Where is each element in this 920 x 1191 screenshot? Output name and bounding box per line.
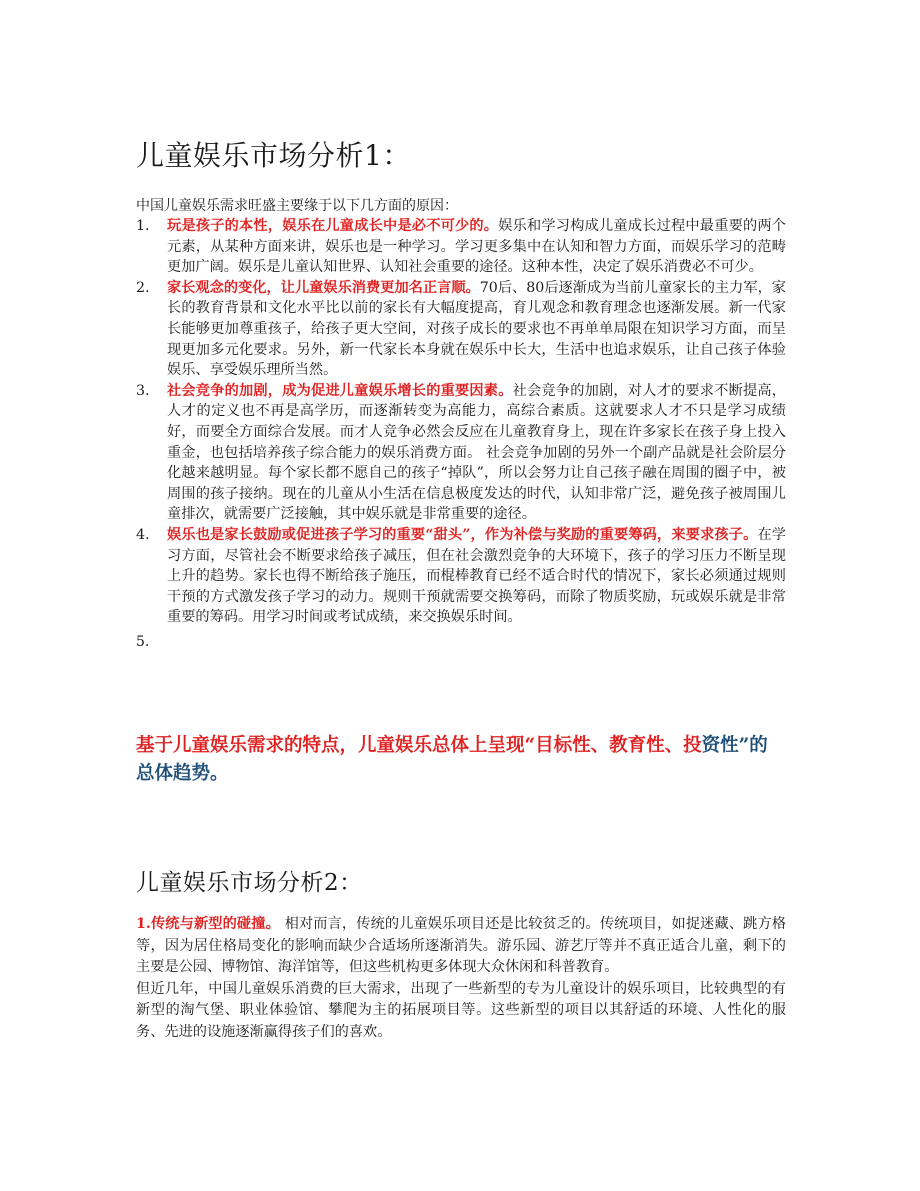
conclusion-blue-text: 资性”的总体趋势。	[136, 735, 768, 784]
list-item-highlight: 社会竞争的加剧，成为促进儿童娱乐增长的重要因素。	[167, 382, 513, 399]
paragraph-highlight: 1.传统与新型的碰撞。	[136, 916, 280, 932]
list-item-empty	[136, 632, 786, 652]
list-item-highlight: 家长观念的变化，让儿童娱乐消费更加名正言顺。	[167, 279, 480, 296]
list-item-number: 1.	[136, 218, 150, 234]
list-item-text: 社会竞争的加剧，对人才的要求不断提高，人才的定义也不再是高学历，而逐渐转变为高能力，高综合素质。这就要求人才不只是学习成绩好，而要全方面综合发展。而才人竞争必然会反应在儿童教育身上，现在许多家长在孩子身上投入重金，也包括培养孩子综合能力的娱乐消费方面。 社会竞争加剧的另外一个副产品就是社会阶层分化越来越明显。每个家长都不愿自己的孩子“掉队”，所以会努力让自己孩子融在周围的圈子中，被周围的孩子接纳。现在的儿童从小生活在信息极度发达的时代，认知非常广泛，避免孩子被周围儿童排次，就需要广泛接触，其中娱乐就是非常重要的途径。	[167, 382, 786, 523]
list-item-number: 2.	[136, 279, 150, 296]
section1-heading: 儿童娱乐市场分析1：	[136, 139, 411, 172]
section1-conclusion	[136, 732, 786, 788]
list-item	[136, 278, 786, 381]
conclusion-red-text: 基于儿童娱乐需求的特点，儿童娱乐总体上呈现“目标性、教育性、投	[136, 735, 702, 756]
list-item-number: 5.	[136, 633, 150, 650]
section2-paragraph-2: 但近几年，中国儿童娱乐消费的巨大需求，出现了一些新型的专为儿童设计的娱乐项目，比较典型的有新型的淘气堡、职业体验馆、攀爬为主的拓展项目等。这些新型的项目以其舒适的环境、人性化的服务、先进的设施逐渐赢得孩子们的喜欢。	[136, 980, 786, 1040]
list-item-text: 在学习方面，尽管社会不断要求给孩子减压，但在社会激烈竞争的大环境下，孩子的学习压力不断呈现上升的趋势。家长也得不断给孩子施压，而棍棒教育已经不适合时代的情况下，家长必须通过规则干预的方式激发孩子学习的动力。规则干预就需要交换筹码，而除了物质奖励，玩或娱乐就是非常重要的筹码。用学习时间或考试成绩，来交换娱乐时间。	[167, 526, 786, 626]
list-item-text: 娱乐和学习构成儿童成长过程中最重要的两个元素，从某种方面来讲，娱乐也是一种学习。学习更多集中在认知和智力方面，而娱乐学习的范畴更加广阔。娱乐是儿童认知世界、认知社会重要的途径。这种本性，决定了娱乐消费必不可少。	[167, 218, 786, 276]
reasons-list	[136, 216, 786, 652]
list-item-number: 3.	[136, 382, 150, 399]
list-item	[136, 381, 786, 525]
section2-body	[136, 914, 786, 1044]
list-item-text: 70后、80后逐渐成为当前儿童家长的主力军，家长的教育背景和文化水平比以前的家长有大幅度提高，育儿观念和教育理念也逐渐发展。新一代家长能够更加尊重孩子，给孩子更大空间，对孩子成长的要求也不再单单局限在知识学习方面，而呈现更加多元化要求。另外，新一代家长本身就在娱乐中长大，生活中也追求娱乐，让自己孩子体验娱乐、享受娱乐理所当然。	[167, 279, 786, 379]
list-item-number: 4.	[136, 526, 150, 543]
list-item-highlight: 娱乐也是家长鼓励或促进孩子学习的重要“甜头”，作为补偿与奖励的重要筹码，来要求孩子。	[167, 526, 758, 543]
list-item	[136, 216, 786, 278]
section2-heading: 儿童娱乐市场分析2：	[136, 870, 363, 896]
paragraph-text: 相对而言，传统的儿童娱乐项目还是比较贫乏的。传统项目，如捉迷藏、跳方格等，因为居住格局变化的影响而缺少合适场所逐渐消失。游乐园、游艺厅等并不真正适合儿童，剩下的主要是公园、博物馆、海洋馆等，但这些机构更多体现大众休闲和科普教育。	[136, 916, 787, 976]
list-item	[136, 525, 786, 628]
list-item-highlight: 玩是孩子的本性，娱乐在儿童成长中是必不可少的。	[167, 218, 499, 234]
section2-paragraph-1	[136, 914, 786, 979]
section1-intro: 中国儿童娱乐需求旺盛主要缘于以下几方面的原因：	[136, 198, 458, 214]
